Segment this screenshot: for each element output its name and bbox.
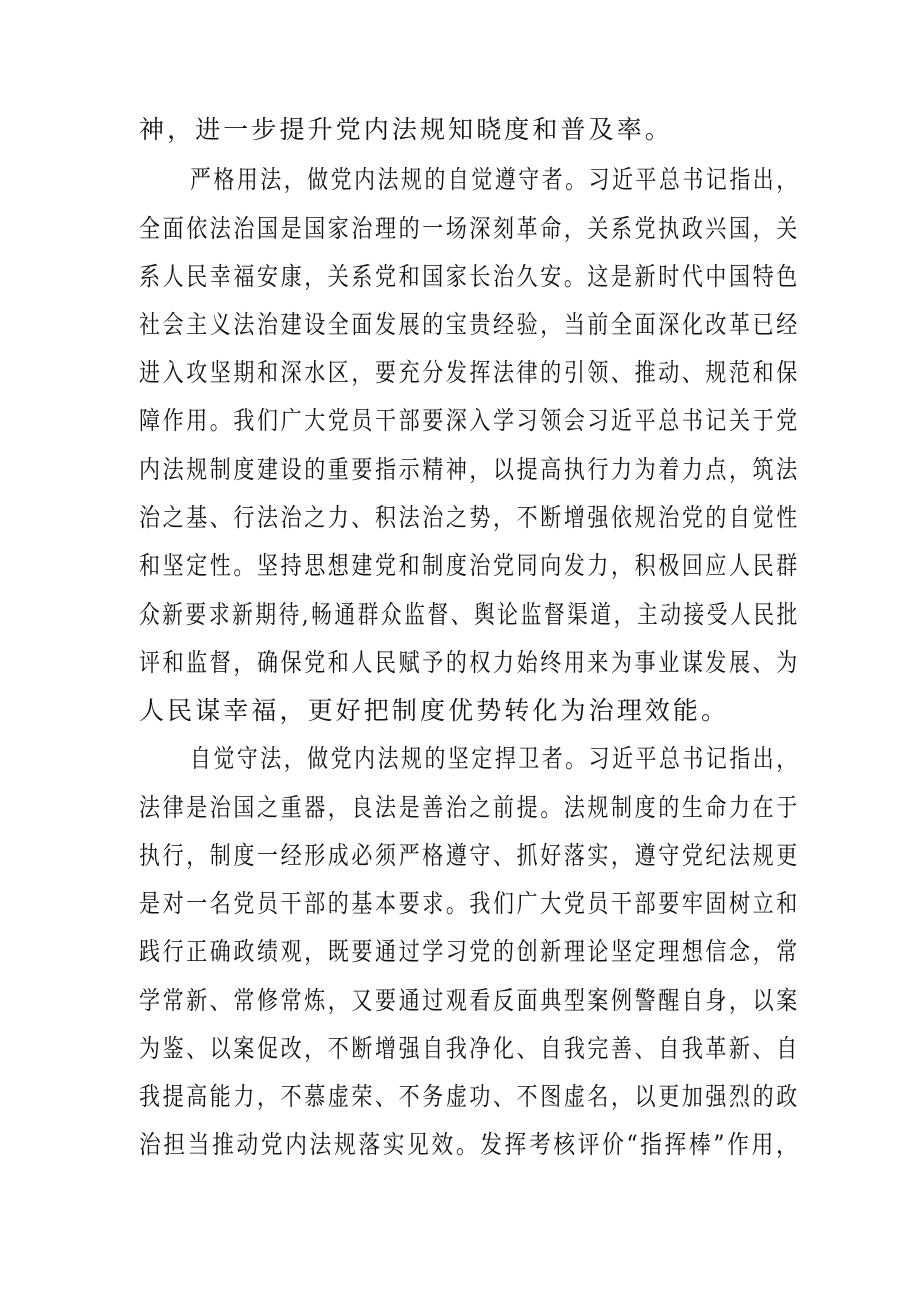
text-line: 践行正确政绩观，既要通过学习党的创新理论坚定理想信念，常 [139,937,800,966]
paragraph-first-line: 严格用法，做党内法规的自觉遵守者。习近平总书记指出， [190,165,800,194]
text-line: 社会主义法治建设全面发展的宝贵经验，当前全面深化改革已经 [139,310,800,339]
text-line: 障作用。我们广大党员干部要深入学习领会习近平总书记关于党 [139,406,800,435]
text-line: 评和监督，确保党和人民赋予的权力始终用来为事业谋发展、为 [139,648,800,677]
text-line: 执行，制度一经形成必须严格遵守、抓好落实，遵守党纪法规更 [139,841,800,870]
text-line: 内法规制度建设的重要指示精神，以提高执行力为着力点，筑法 [139,455,800,484]
text-line: 为鉴、以案促改，不断增强自我净化、自我完善、自我革新、自 [139,1034,800,1063]
text-line: 治之基、行法治之力、积法治之势，不断增强依规治党的自觉性 [139,503,800,532]
text-line: 法律是治国之重器，良法是善治之前提。法规制度的生命力在于 [139,793,800,822]
text-line: 治担当推动党内法规落实见效。发挥考核评价“指挥棒”作用， [139,1130,801,1159]
text-line: 学常新、常修常炼，又要通过观看反面典型案例警醒自身，以案 [139,986,800,1015]
text-line: 全面依法治国是国家治理的一场深刻革命，关系党执政兴国，关 [139,214,800,243]
text-line: 众新要求新期待,畅通群众监督、舆论监督渠道，主动接受人民批 [139,600,800,629]
text-line: 人民谋幸福，更好把制度优势转化为治理效能。 [139,696,730,725]
text-line: 进入攻坚期和深水区，要充分发挥法律的引领、推动、规范和保 [139,358,800,387]
text-line: 我提高能力，不慕虚荣、不务虚功、不图虚名，以更加强烈的政 [139,1082,800,1111]
text-line: 系人民幸福安康，关系党和国家长治久安。这是新时代中国特色 [139,262,800,291]
paragraph-first-line: 自觉守法，做党内法规的坚定捍卫者。习近平总书记指出， [190,744,800,773]
text-line: 是对一名党员干部的基本要求。我们广大党员干部要牢固树立和 [139,889,800,918]
text-line: 神，进一步提升党内法规知晓度和普及率。 [139,115,673,144]
text-line: 和坚定性。坚持思想建党和制度治党同向发力，积极回应人民群 [139,551,800,580]
